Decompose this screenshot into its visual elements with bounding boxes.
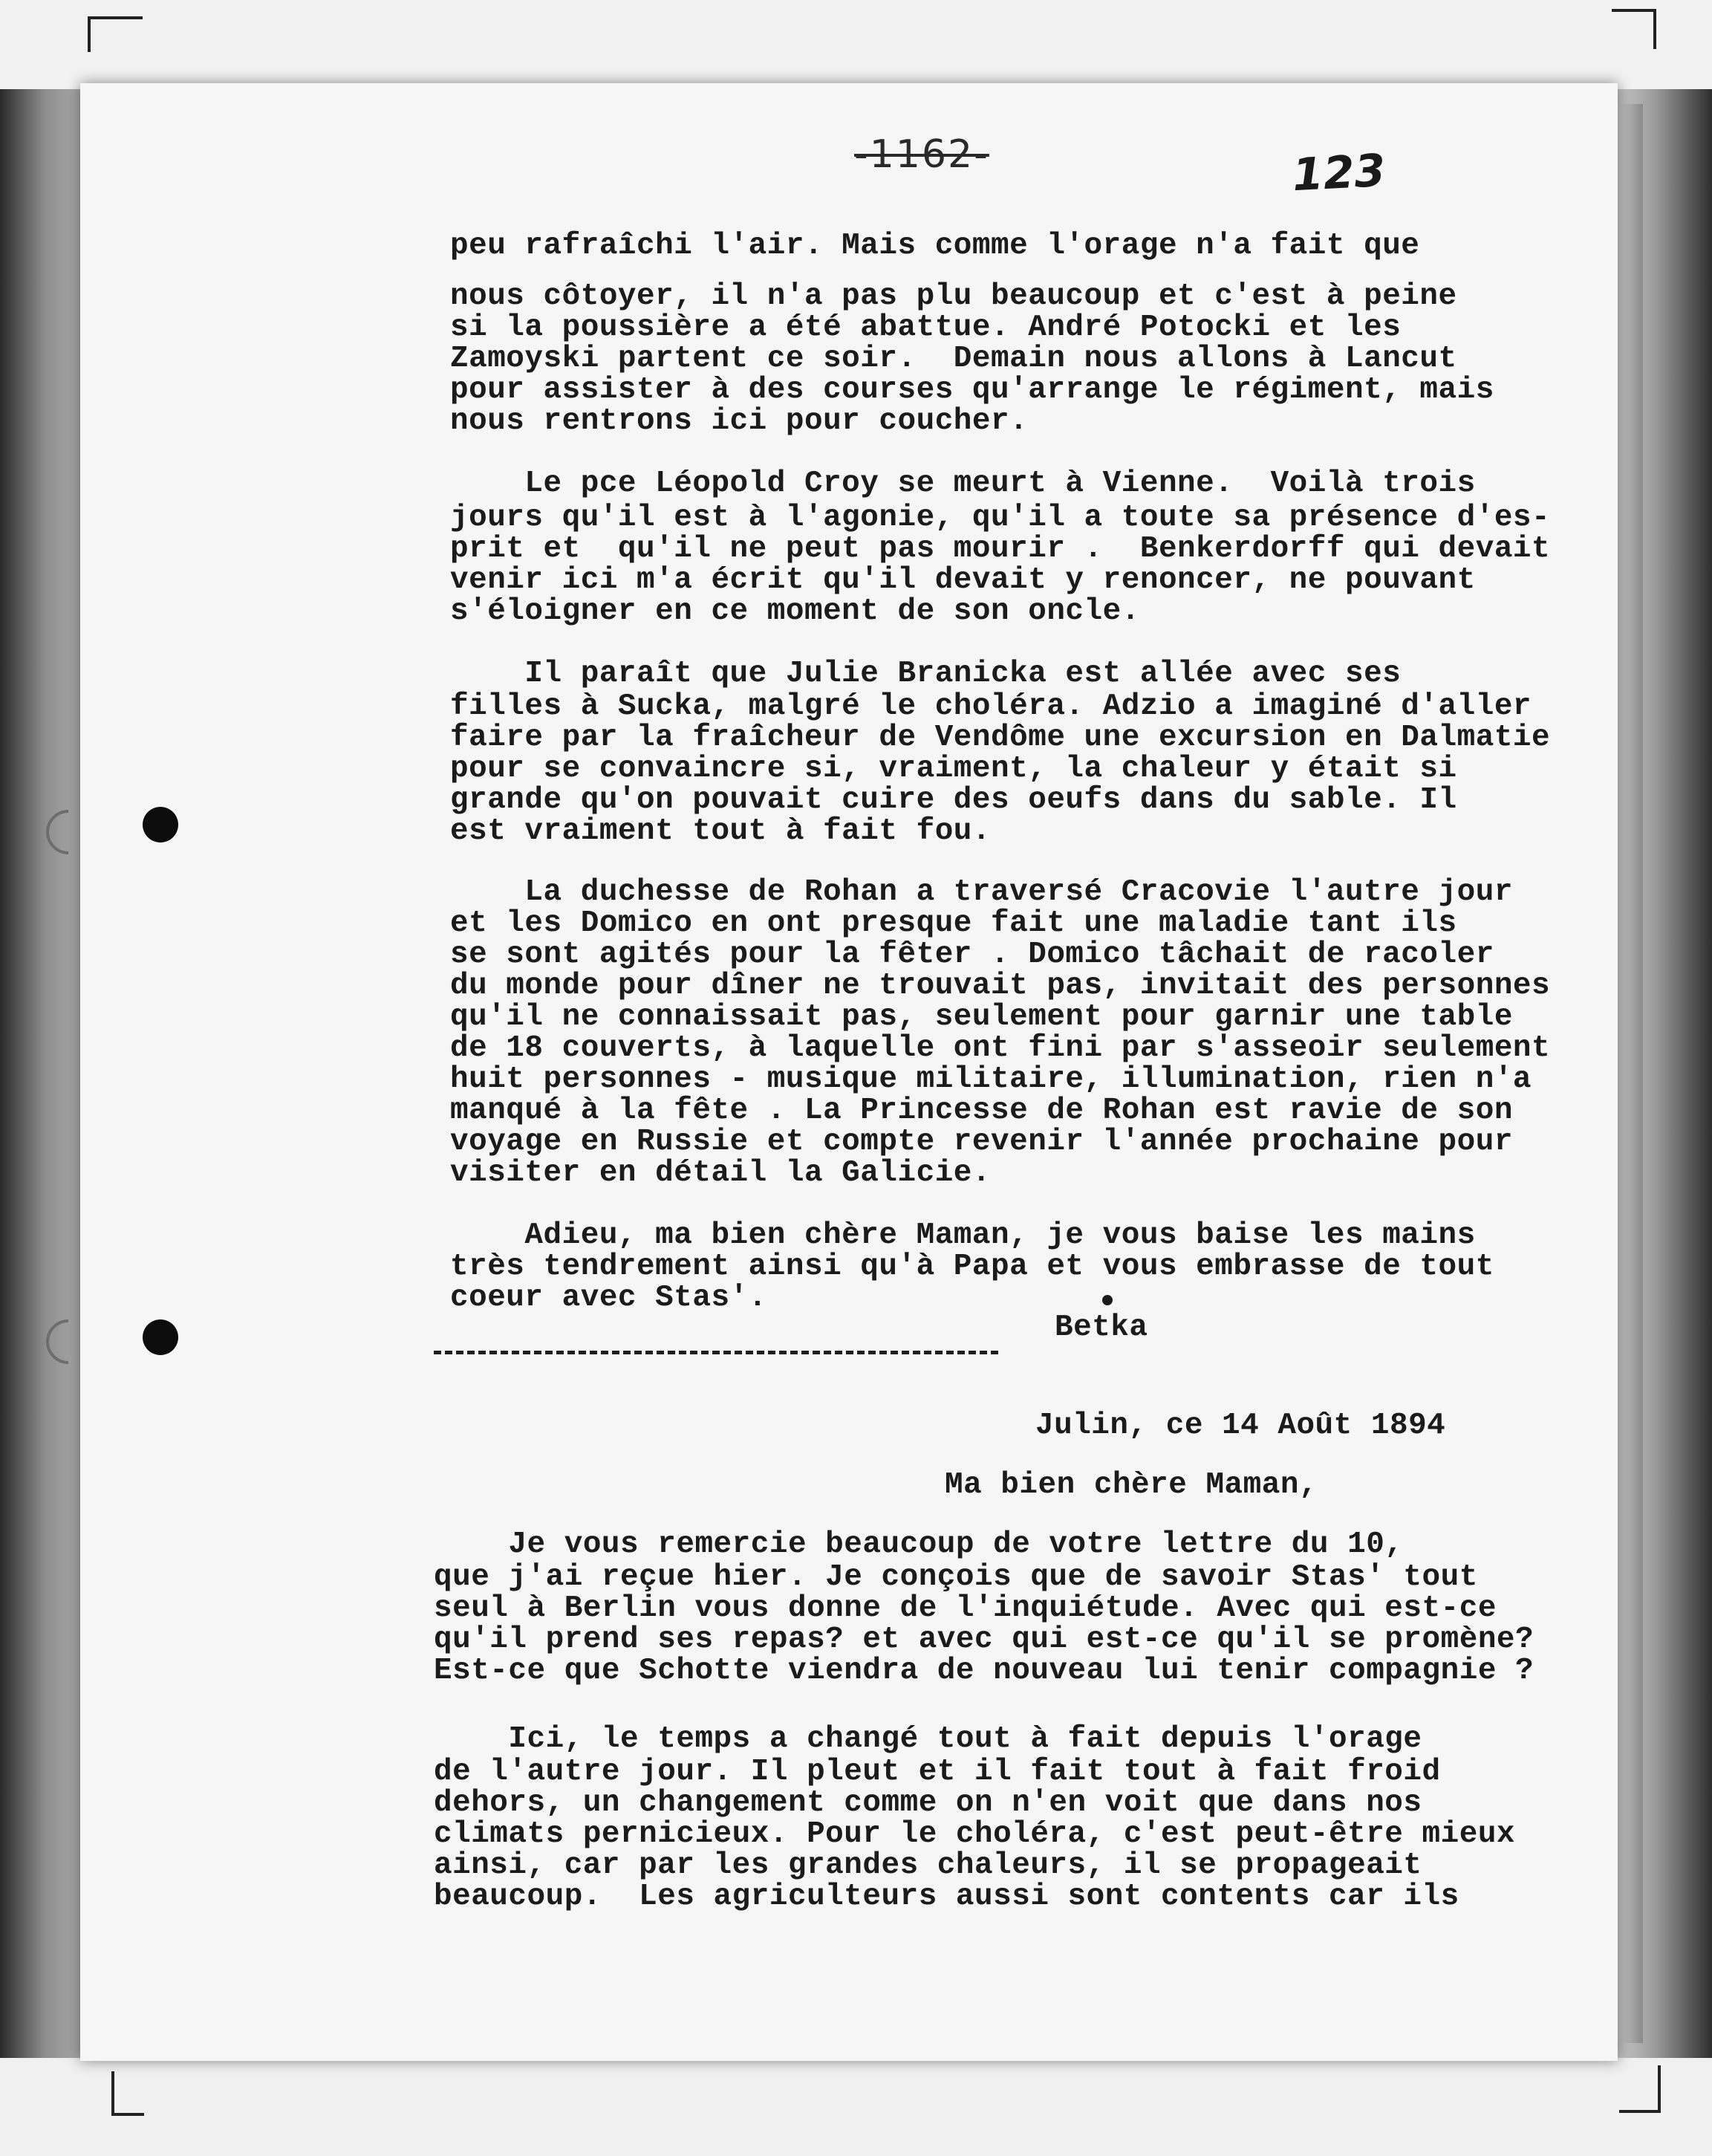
text-line: ainsi, car par les grandes chaleurs, il se propageait bbox=[434, 1848, 1422, 1883]
text-line: Adieu, ma bien chère Maman, je vous baise les mains bbox=[450, 1218, 1476, 1253]
text-line: pour assister à des courses qu'arrange le régiment, mais bbox=[450, 373, 1494, 407]
signature-dot bbox=[1102, 1295, 1113, 1305]
text-line: nous côtoyer, il n'a pas plu beaucoup et c'est à peine bbox=[450, 279, 1457, 314]
text-line: s'éloigner en ce moment de son oncle. bbox=[450, 594, 1140, 629]
text-line: huit personnes - musique militaire, illumination, rien n'a bbox=[450, 1062, 1532, 1097]
text-line: de l'autre jour. Il pleut et il fait tout à fait froid bbox=[434, 1755, 1441, 1789]
text-line: pour se convaincre si, vraiment, la chaleur y était si bbox=[450, 752, 1457, 786]
text-line: voyage en Russie et compte revenir l'année prochaine pour bbox=[450, 1125, 1513, 1159]
text-line: seul à Berlin vous donne de l'inquiétude. Avec qui est-ce bbox=[434, 1591, 1497, 1626]
text-line: de 18 couverts, à laquelle ont fini par s'asseoir seulement bbox=[450, 1031, 1551, 1065]
text-line: et les Domico en ont presque fait une maladie tant ils bbox=[450, 906, 1457, 941]
text-line: filles à Sucka, malgré le choléra. Adzio a imaginé d'aller bbox=[450, 689, 1532, 724]
place-date: Julin, ce 14 Août 1894 bbox=[1035, 1409, 1446, 1443]
text-line: coeur avec Stas'. bbox=[450, 1281, 767, 1315]
text-line: Est-ce que Schotte viendra de nouveau lui tenir compagnie ? bbox=[434, 1654, 1534, 1688]
handwritten-page-number: 123 bbox=[1291, 144, 1387, 202]
text-line: visiter en détail la Galicie. bbox=[450, 1156, 992, 1190]
text-line: La duchesse de Rohan a traversé Cracovie l'autre jour bbox=[450, 875, 1513, 909]
text-line: Je vous remercie beaucoup de votre lettre du 10, bbox=[434, 1527, 1404, 1562]
text-line: très tendrement ainsi qu'à Papa et vous embrasse de tout bbox=[450, 1250, 1494, 1284]
text-line: Il paraît que Julie Branicka est allée avec ses bbox=[450, 657, 1402, 691]
signature: Betka bbox=[1055, 1311, 1148, 1345]
text-line: manqué à la fête . La Princesse de Rohan est ravie de son bbox=[450, 1094, 1513, 1128]
text-line: venir ici m'a écrit qu'il devait y renoncer, ne pouvant bbox=[450, 563, 1476, 597]
text-line: qu'il ne connaissait pas, seulement pour garnir une table bbox=[450, 1000, 1513, 1034]
text-line: Zamoyski partent ce soir. Demain nous allons à Lancut bbox=[450, 342, 1457, 376]
text-line: Le pce Léopold Croy se meurt à Vienne. Voilà trois bbox=[450, 467, 1476, 501]
text-line: dehors, un changement comme on n'en voit que dans nos bbox=[434, 1786, 1422, 1820]
text-line: se sont agités pour la fêter . Domico tâchait de racoler bbox=[450, 938, 1494, 972]
text-line: climats pernicieux. Pour le choléra, c'est peut-être mieux bbox=[434, 1817, 1516, 1851]
text-line: Ici, le temps a changé tout à fait depuis l'orage bbox=[434, 1722, 1422, 1756]
text-line: est vraiment tout à fait fou. bbox=[450, 814, 992, 848]
text-line: grande qu'on pouvait cuire des oeufs dans du sable. Il bbox=[450, 783, 1457, 817]
crossed-out-page-number: -1162- bbox=[854, 132, 989, 177]
text-line: beaucoup. Les agriculteurs aussi sont contents car ils bbox=[434, 1880, 1459, 1914]
text-line: qu'il prend ses repas? et avec qui est-ce qu'il se promène? bbox=[434, 1623, 1534, 1657]
text-line: jours qu'il est à l'agonie, qu'il a toute sa présence d'es- bbox=[450, 501, 1551, 535]
text-line: que j'ai reçue hier. Je conçois que de savoir Stas' tout bbox=[434, 1560, 1478, 1594]
text-line: faire par la fraîcheur de Vendôme une excursion en Dalmatie bbox=[450, 721, 1551, 755]
text-line: nous rentrons ici pour coucher. bbox=[450, 404, 1029, 438]
separator-text bbox=[434, 1334, 974, 1368]
text-line: prit et qu'il ne peut pas mourir . Benkerdorff qui devait bbox=[450, 532, 1551, 566]
text-line: du monde pour dîner ne trouvait pas, invitait des personnes bbox=[450, 969, 1551, 1003]
text-line: peu rafraîchi l'air. Mais comme l'orage n'a fait que bbox=[450, 229, 1420, 263]
salutation: Ma bien chère Maman, bbox=[945, 1468, 1318, 1502]
text-line: si la poussière a été abattue. André Potocki et les bbox=[450, 311, 1402, 345]
